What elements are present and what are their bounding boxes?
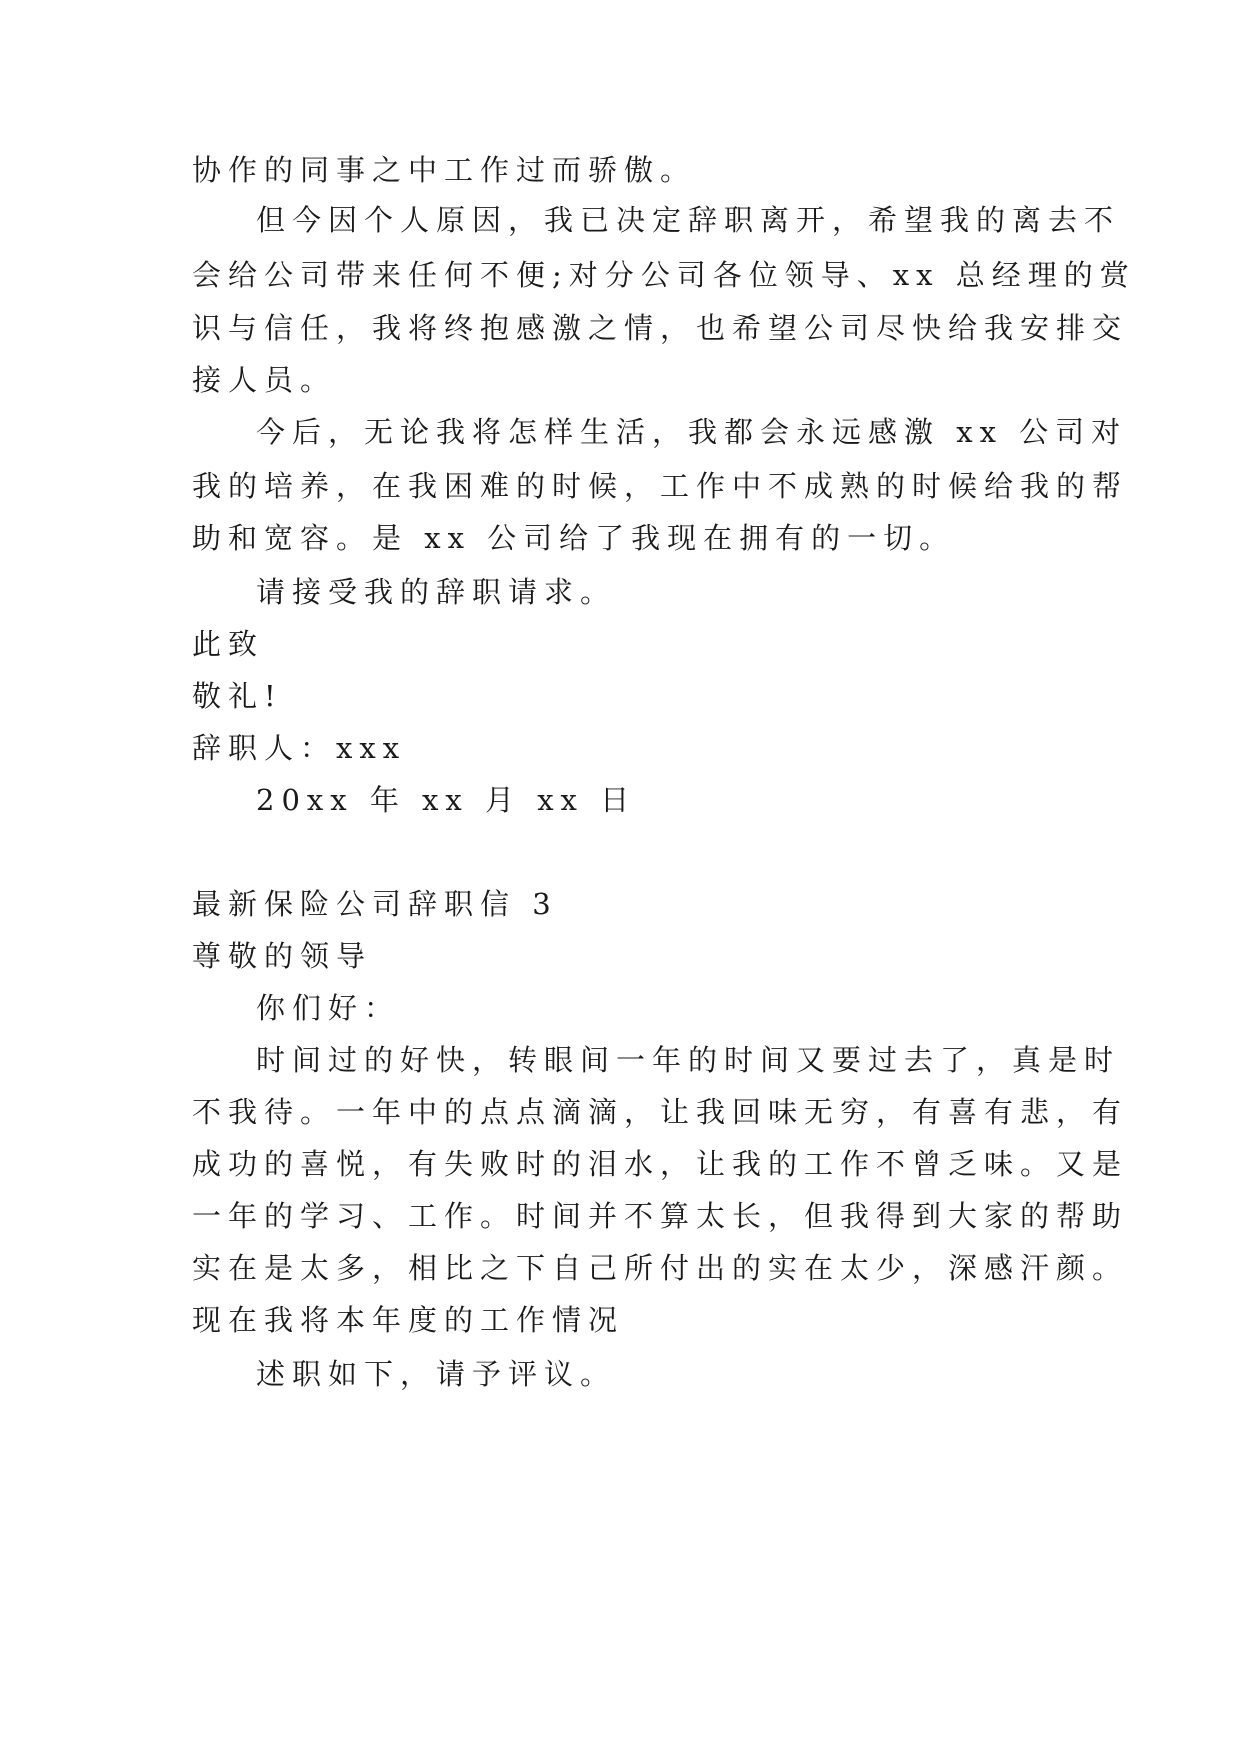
paragraph-first-line: 今后，无论我将怎样生活，我都会永远感激 xx 公司对	[256, 415, 1128, 449]
body-text-line: 接人员。	[192, 363, 337, 397]
body-text-line: 会给公司带来任何不便;对分公司各位领导、xx 总经理的赏	[192, 258, 1136, 292]
body-text-line: 识与信任，我将终抱感激之情，也希望公司尽快给我安排交	[192, 311, 1129, 345]
closing-salutation: 此致	[192, 627, 265, 661]
body-text-line: 成功的喜悦，有失败时的泪水，让我的工作不曾乏味。又是	[192, 1147, 1129, 1181]
body-text-line: 协作的同事之中工作过而骄傲。	[192, 153, 697, 187]
greeting-line: 你们好：	[256, 991, 401, 1025]
body-text-line: 实在是太多，相比之下自己所付出的实在太少，深感汗颜。	[192, 1251, 1129, 1285]
closing-regards: 敬礼!	[192, 679, 283, 713]
greeting-line: 尊敬的领导	[192, 939, 373, 973]
paragraph-first-line: 述职如下，请予评议。	[256, 1357, 617, 1391]
paragraph-first-line: 但今因个人原因，我已决定辞职离开，希望我的离去不	[256, 203, 1121, 237]
body-text-line: 我的培养，在我困难的时候，工作中不成熟的时候给我的帮	[192, 469, 1129, 503]
paragraph-first-line: 请接受我的辞职请求。	[256, 575, 617, 609]
body-text-line: 一年的学习、工作。时间并不算太长，但我得到大家的帮助	[192, 1199, 1129, 1233]
body-text-line: 现在我将本年度的工作情况	[192, 1303, 625, 1337]
signature-line: 辞职人：xxx	[192, 731, 407, 765]
date-line: 20xx 年 xx 月 xx 日	[256, 783, 637, 817]
section-title: 最新保险公司辞职信 3	[192, 887, 558, 921]
body-text-line: 助和宽容。是 xx 公司给了我现在拥有的一切。	[192, 521, 956, 555]
paragraph-first-line: 时间过的好快，转眼间一年的时间又要过去了，真是时	[256, 1043, 1121, 1077]
body-text-line: 不我待。一年中的点点滴滴，让我回味无穷，有喜有悲，有	[192, 1095, 1129, 1129]
